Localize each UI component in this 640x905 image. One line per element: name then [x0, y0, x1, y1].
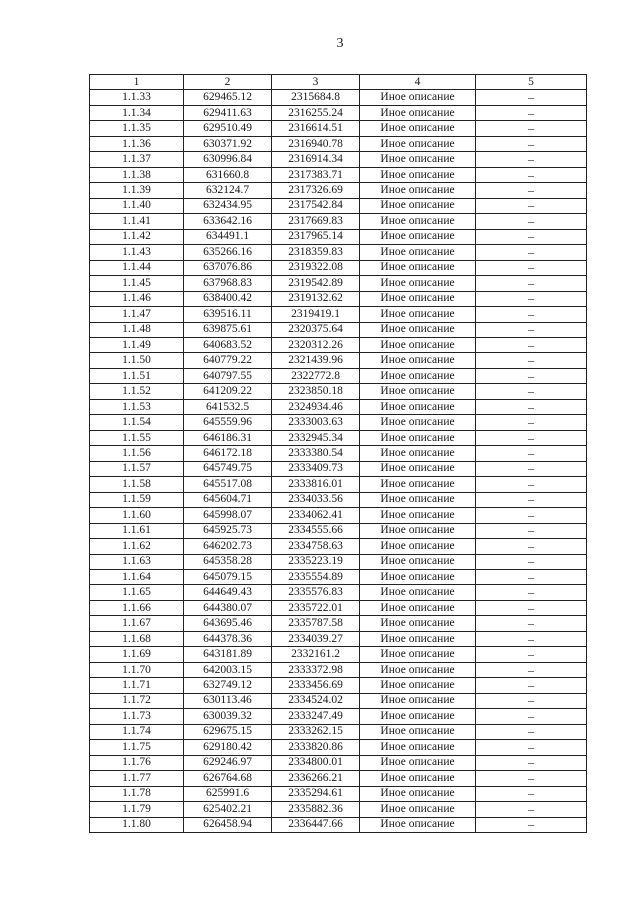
note-cell: – — [476, 693, 587, 708]
note-cell: – — [476, 353, 587, 368]
note-cell: – — [476, 167, 587, 182]
table-row — [90, 198, 587, 213]
note-cell: – — [476, 337, 587, 352]
note-cell: – — [476, 709, 587, 724]
coordinate-y-cell: 2317383.71 — [272, 167, 360, 182]
note-cell: – — [476, 508, 587, 523]
description-cell: Иное описание — [360, 585, 476, 600]
note-cell: – — [476, 631, 587, 646]
coordinate-x-cell: 630113.46 — [184, 693, 272, 708]
note-cell: – — [476, 399, 587, 414]
coordinate-y-cell: 2334800.01 — [272, 755, 360, 770]
description-cell: Иное описание — [360, 616, 476, 631]
coordinate-y-cell: 2317669.83 — [272, 214, 360, 229]
coordinate-y-cell: 2317965.14 — [272, 229, 360, 244]
description-cell: Иное описание — [360, 446, 476, 461]
description-cell: Иное описание — [360, 90, 476, 105]
note-cell: – — [476, 229, 587, 244]
coordinate-y-cell: 2334758.63 — [272, 539, 360, 554]
note-cell: – — [476, 307, 587, 322]
point-number-cell: 1.1.43 — [90, 245, 184, 260]
coordinate-x-cell: 625991.6 — [184, 786, 272, 801]
point-number-cell: 1.1.34 — [90, 105, 184, 120]
description-cell: Иное описание — [360, 492, 476, 507]
table-row — [90, 291, 587, 306]
coordinate-x-cell: 639875.61 — [184, 322, 272, 337]
table-row — [90, 121, 587, 136]
table-row — [90, 817, 587, 832]
note-cell: – — [476, 817, 587, 832]
point-number-cell: 1.1.76 — [90, 755, 184, 770]
table-row — [90, 260, 587, 275]
description-cell: Иное описание — [360, 570, 476, 585]
point-number-cell: 1.1.57 — [90, 461, 184, 476]
description-cell: Иное описание — [360, 554, 476, 569]
coordinate-y-cell: 2333247.49 — [272, 709, 360, 724]
note-cell: – — [476, 616, 587, 631]
table-row — [90, 662, 587, 677]
point-number-cell: 1.1.68 — [90, 631, 184, 646]
note-cell: – — [476, 105, 587, 120]
coordinate-y-cell: 2333380.54 — [272, 446, 360, 461]
note-cell: – — [476, 136, 587, 151]
note-cell: – — [476, 415, 587, 430]
description-cell: Иное описание — [360, 724, 476, 739]
note-cell: – — [476, 585, 587, 600]
note-cell: – — [476, 755, 587, 770]
coordinate-y-cell: 2334033.56 — [272, 492, 360, 507]
point-number-cell: 1.1.52 — [90, 384, 184, 399]
coordinate-x-cell: 646172.18 — [184, 446, 272, 461]
coordinate-x-cell: 645559.96 — [184, 415, 272, 430]
coordinate-x-cell: 646202.73 — [184, 539, 272, 554]
description-cell: Иное описание — [360, 647, 476, 662]
point-number-cell: 1.1.66 — [90, 600, 184, 615]
description-cell: Иное описание — [360, 662, 476, 677]
coordinate-y-cell: 2333456.69 — [272, 678, 360, 693]
coordinate-y-cell: 2332945.34 — [272, 430, 360, 445]
note-cell: – — [476, 322, 587, 337]
point-number-cell: 1.1.40 — [90, 198, 184, 213]
coordinate-y-cell: 2334062.41 — [272, 508, 360, 523]
description-cell: Иное описание — [360, 709, 476, 724]
point-number-cell: 1.1.35 — [90, 121, 184, 136]
table-row — [90, 740, 587, 755]
coordinate-x-cell: 638400.42 — [184, 291, 272, 306]
coordinate-x-cell: 629465.12 — [184, 90, 272, 105]
coordinate-y-cell: 2334524.02 — [272, 693, 360, 708]
description-cell: Иное описание — [360, 105, 476, 120]
note-cell: – — [476, 492, 587, 507]
point-number-cell: 1.1.70 — [90, 662, 184, 677]
description-cell: Иное описание — [360, 167, 476, 182]
coordinate-y-cell: 2323850.18 — [272, 384, 360, 399]
point-number-cell: 1.1.33 — [90, 90, 184, 105]
point-number-cell: 1.1.45 — [90, 276, 184, 291]
coordinate-x-cell: 632124.7 — [184, 183, 272, 198]
description-cell: Иное описание — [360, 337, 476, 352]
table-row — [90, 647, 587, 662]
table-row — [90, 399, 587, 414]
coordinate-x-cell: 629675.15 — [184, 724, 272, 739]
coordinate-y-cell: 2319322.08 — [272, 260, 360, 275]
table-row — [90, 724, 587, 739]
point-number-cell: 1.1.38 — [90, 167, 184, 182]
description-cell: Иное описание — [360, 600, 476, 615]
point-number-cell: 1.1.63 — [90, 554, 184, 569]
description-cell: Иное описание — [360, 260, 476, 275]
table-row — [90, 322, 587, 337]
coordinate-y-cell: 2333003.63 — [272, 415, 360, 430]
table-row — [90, 570, 587, 585]
coordinate-x-cell: 629180.42 — [184, 740, 272, 755]
coordinate-y-cell: 2318359.83 — [272, 245, 360, 260]
coordinate-x-cell: 645358.28 — [184, 554, 272, 569]
coordinate-y-cell: 2324934.46 — [272, 399, 360, 414]
table-row — [90, 585, 587, 600]
point-number-cell: 1.1.44 — [90, 260, 184, 275]
table-row — [90, 446, 587, 461]
table-row — [90, 461, 587, 476]
description-cell: Иное описание — [360, 121, 476, 136]
description-cell: Иное описание — [360, 183, 476, 198]
coordinate-x-cell: 643181.89 — [184, 647, 272, 662]
coordinate-x-cell: 629246.97 — [184, 755, 272, 770]
table-row — [90, 353, 587, 368]
coordinate-y-cell: 2336266.21 — [272, 771, 360, 786]
coordinate-y-cell: 2320375.64 — [272, 322, 360, 337]
table-row — [90, 276, 587, 291]
coordinate-y-cell: 2335223.19 — [272, 554, 360, 569]
table-body — [90, 75, 587, 833]
coordinate-x-cell: 635266.16 — [184, 245, 272, 260]
coordinate-x-cell: 626764.68 — [184, 771, 272, 786]
table-row — [90, 384, 587, 399]
coordinate-y-cell: 2333816.01 — [272, 477, 360, 492]
note-cell: – — [476, 802, 587, 817]
table-row — [90, 523, 587, 538]
table-row — [90, 678, 587, 693]
table-row — [90, 183, 587, 198]
point-number-cell: 1.1.80 — [90, 817, 184, 832]
table-row — [90, 90, 587, 105]
note-cell: – — [476, 539, 587, 554]
coordinate-y-cell: 2334555.66 — [272, 523, 360, 538]
table-row — [90, 755, 587, 770]
table-row — [90, 307, 587, 322]
coordinate-x-cell: 646186.31 — [184, 430, 272, 445]
table-row — [90, 415, 587, 430]
coordinate-y-cell: 2319132.62 — [272, 291, 360, 306]
note-cell: – — [476, 446, 587, 461]
coordinates-table — [89, 74, 587, 833]
note-cell: – — [476, 554, 587, 569]
table-row — [90, 477, 587, 492]
coordinate-x-cell: 626458.94 — [184, 817, 272, 832]
coordinate-x-cell: 629510.49 — [184, 121, 272, 136]
note-cell: – — [476, 724, 587, 739]
point-number-cell: 1.1.65 — [90, 585, 184, 600]
coordinate-x-cell: 644380.07 — [184, 600, 272, 615]
point-number-cell: 1.1.61 — [90, 523, 184, 538]
description-cell: Иное описание — [360, 368, 476, 383]
coordinate-y-cell: 2335554.89 — [272, 570, 360, 585]
note-cell: – — [476, 384, 587, 399]
note-cell: – — [476, 245, 587, 260]
note-cell: – — [476, 461, 587, 476]
note-cell: – — [476, 523, 587, 538]
point-number-cell: 1.1.71 — [90, 678, 184, 693]
coordinate-y-cell: 2321439.96 — [272, 353, 360, 368]
description-cell: Иное описание — [360, 276, 476, 291]
description-cell: Иное описание — [360, 322, 476, 337]
coordinate-x-cell: 630039.32 — [184, 709, 272, 724]
table-row — [90, 554, 587, 569]
coordinate-x-cell: 645998.07 — [184, 508, 272, 523]
point-number-cell: 1.1.77 — [90, 771, 184, 786]
point-number-cell: 1.1.50 — [90, 353, 184, 368]
description-cell: Иное описание — [360, 415, 476, 430]
point-number-cell: 1.1.79 — [90, 802, 184, 817]
point-number-cell: 1.1.58 — [90, 477, 184, 492]
point-number-cell: 1.1.67 — [90, 616, 184, 631]
coordinate-y-cell: 2319542.89 — [272, 276, 360, 291]
table-row — [90, 136, 587, 151]
coordinate-x-cell: 625402.21 — [184, 802, 272, 817]
coordinate-x-cell: 629411.63 — [184, 105, 272, 120]
point-number-cell: 1.1.73 — [90, 709, 184, 724]
table-row — [90, 105, 587, 120]
table-row — [90, 539, 587, 554]
point-number-cell: 1.1.54 — [90, 415, 184, 430]
column-header: 5 — [476, 75, 587, 90]
table-header-row — [90, 75, 587, 90]
note-cell: – — [476, 430, 587, 445]
coordinate-y-cell: 2333262.15 — [272, 724, 360, 739]
table-row — [90, 368, 587, 383]
note-cell: – — [476, 260, 587, 275]
coordinate-y-cell: 2334039.27 — [272, 631, 360, 646]
point-number-cell: 1.1.42 — [90, 229, 184, 244]
description-cell: Иное описание — [360, 307, 476, 322]
description-cell: Иное описание — [360, 430, 476, 445]
coordinate-x-cell: 641532.5 — [184, 399, 272, 414]
table-row — [90, 214, 587, 229]
table-row — [90, 167, 587, 182]
coordinate-x-cell: 632749.12 — [184, 678, 272, 693]
coordinate-y-cell: 2333372.98 — [272, 662, 360, 677]
description-cell: Иное описание — [360, 198, 476, 213]
coordinate-y-cell: 2333820.86 — [272, 740, 360, 755]
description-cell: Иное описание — [360, 152, 476, 167]
description-cell: Иное описание — [360, 523, 476, 538]
point-number-cell: 1.1.62 — [90, 539, 184, 554]
coordinate-y-cell: 2335722.01 — [272, 600, 360, 615]
table-row — [90, 430, 587, 445]
point-number-cell: 1.1.60 — [90, 508, 184, 523]
description-cell: Иное описание — [360, 631, 476, 646]
coordinate-x-cell: 640683.52 — [184, 337, 272, 352]
coordinate-x-cell: 645079.15 — [184, 570, 272, 585]
table-row — [90, 771, 587, 786]
description-cell: Иное описание — [360, 214, 476, 229]
coordinate-y-cell: 2316255.24 — [272, 105, 360, 120]
coordinate-y-cell: 2317326.69 — [272, 183, 360, 198]
table-row — [90, 631, 587, 646]
note-cell: – — [476, 183, 587, 198]
table-row — [90, 693, 587, 708]
coordinate-y-cell: 2322772.8 — [272, 368, 360, 383]
description-cell: Иное описание — [360, 508, 476, 523]
description-cell: Иное описание — [360, 353, 476, 368]
coordinate-x-cell: 642003.15 — [184, 662, 272, 677]
description-cell: Иное описание — [360, 291, 476, 306]
point-number-cell: 1.1.55 — [90, 430, 184, 445]
table-row — [90, 616, 587, 631]
note-cell: – — [476, 662, 587, 677]
coordinate-x-cell: 630371.92 — [184, 136, 272, 151]
point-number-cell: 1.1.36 — [90, 136, 184, 151]
column-header: 3 — [272, 75, 360, 90]
point-number-cell: 1.1.74 — [90, 724, 184, 739]
description-cell: Иное описание — [360, 755, 476, 770]
description-cell: Иное описание — [360, 678, 476, 693]
description-cell: Иное описание — [360, 245, 476, 260]
point-number-cell: 1.1.69 — [90, 647, 184, 662]
coordinate-y-cell: 2315684.8 — [272, 90, 360, 105]
coordinate-y-cell: 2335787.58 — [272, 616, 360, 631]
note-cell: – — [476, 647, 587, 662]
description-cell: Иное описание — [360, 817, 476, 832]
coordinate-y-cell: 2335294.61 — [272, 786, 360, 801]
coordinate-x-cell: 630996.84 — [184, 152, 272, 167]
page-number: 3 — [336, 36, 344, 51]
description-cell: Иное описание — [360, 477, 476, 492]
point-number-cell: 1.1.51 — [90, 368, 184, 383]
coordinate-y-cell: 2335576.83 — [272, 585, 360, 600]
table-row — [90, 600, 587, 615]
description-cell: Иное описание — [360, 461, 476, 476]
point-number-cell: 1.1.49 — [90, 337, 184, 352]
table-row — [90, 786, 587, 801]
description-cell: Иное описание — [360, 771, 476, 786]
coordinate-y-cell: 2336447.66 — [272, 817, 360, 832]
point-number-cell: 1.1.41 — [90, 214, 184, 229]
note-cell: – — [476, 477, 587, 492]
coordinate-x-cell: 632434.95 — [184, 198, 272, 213]
description-cell: Иное описание — [360, 136, 476, 151]
description-cell: Иное описание — [360, 786, 476, 801]
coordinate-x-cell: 641209.22 — [184, 384, 272, 399]
table-row — [90, 337, 587, 352]
point-number-cell: 1.1.39 — [90, 183, 184, 198]
coordinate-y-cell: 2320312.26 — [272, 337, 360, 352]
note-cell: – — [476, 771, 587, 786]
description-cell: Иное описание — [360, 693, 476, 708]
note-cell: – — [476, 152, 587, 167]
table-row — [90, 709, 587, 724]
coordinate-x-cell: 633642.16 — [184, 214, 272, 229]
point-number-cell: 1.1.37 — [90, 152, 184, 167]
note-cell: – — [476, 90, 587, 105]
coordinate-x-cell: 645517.08 — [184, 477, 272, 492]
point-number-cell: 1.1.59 — [90, 492, 184, 507]
coordinate-x-cell: 645749.75 — [184, 461, 272, 476]
coordinate-x-cell: 640797.55 — [184, 368, 272, 383]
coordinate-y-cell: 2316940.78 — [272, 136, 360, 151]
description-cell: Иное описание — [360, 229, 476, 244]
coordinate-x-cell: 631660.8 — [184, 167, 272, 182]
coordinate-x-cell: 640779.22 — [184, 353, 272, 368]
point-number-cell: 1.1.53 — [90, 399, 184, 414]
coordinate-y-cell: 2319419.1 — [272, 307, 360, 322]
description-cell: Иное описание — [360, 399, 476, 414]
point-number-cell: 1.1.56 — [90, 446, 184, 461]
coordinate-y-cell: 2316614.51 — [272, 121, 360, 136]
note-cell: – — [476, 276, 587, 291]
note-cell: – — [476, 198, 587, 213]
table-row — [90, 802, 587, 817]
coordinate-x-cell: 644649.43 — [184, 585, 272, 600]
point-number-cell: 1.1.48 — [90, 322, 184, 337]
table-row — [90, 508, 587, 523]
column-header: 2 — [184, 75, 272, 90]
point-number-cell: 1.1.46 — [90, 291, 184, 306]
description-cell: Иное описание — [360, 539, 476, 554]
point-number-cell: 1.1.64 — [90, 570, 184, 585]
table-row — [90, 229, 587, 244]
coordinate-x-cell: 637076.86 — [184, 260, 272, 275]
coordinate-y-cell: 2316914.34 — [272, 152, 360, 167]
note-cell: – — [476, 740, 587, 755]
table-row — [90, 152, 587, 167]
coordinate-x-cell: 639516.11 — [184, 307, 272, 322]
coordinate-y-cell: 2332161.2 — [272, 647, 360, 662]
coordinate-x-cell: 645925.73 — [184, 523, 272, 538]
note-cell: – — [476, 368, 587, 383]
column-header: 1 — [90, 75, 184, 90]
note-cell: – — [476, 786, 587, 801]
coordinate-x-cell: 643695.46 — [184, 616, 272, 631]
description-cell: Иное описание — [360, 740, 476, 755]
point-number-cell: 1.1.78 — [90, 786, 184, 801]
point-number-cell: 1.1.75 — [90, 740, 184, 755]
coordinate-x-cell: 634491.1 — [184, 229, 272, 244]
coordinate-x-cell: 645604.71 — [184, 492, 272, 507]
table-row — [90, 245, 587, 260]
description-cell: Иное описание — [360, 384, 476, 399]
coordinate-x-cell: 644378.36 — [184, 631, 272, 646]
note-cell: – — [476, 291, 587, 306]
note-cell: – — [476, 570, 587, 585]
note-cell: – — [476, 214, 587, 229]
coordinate-y-cell: 2333409.73 — [272, 461, 360, 476]
coordinate-x-cell: 637968.83 — [184, 276, 272, 291]
description-cell: Иное описание — [360, 802, 476, 817]
note-cell: – — [476, 121, 587, 136]
note-cell: – — [476, 600, 587, 615]
coordinate-y-cell: 2317542.84 — [272, 198, 360, 213]
note-cell: – — [476, 678, 587, 693]
point-number-cell: 1.1.47 — [90, 307, 184, 322]
column-header: 4 — [360, 75, 476, 90]
table-row — [90, 492, 587, 507]
point-number-cell: 1.1.72 — [90, 693, 184, 708]
coordinate-y-cell: 2335882.36 — [272, 802, 360, 817]
